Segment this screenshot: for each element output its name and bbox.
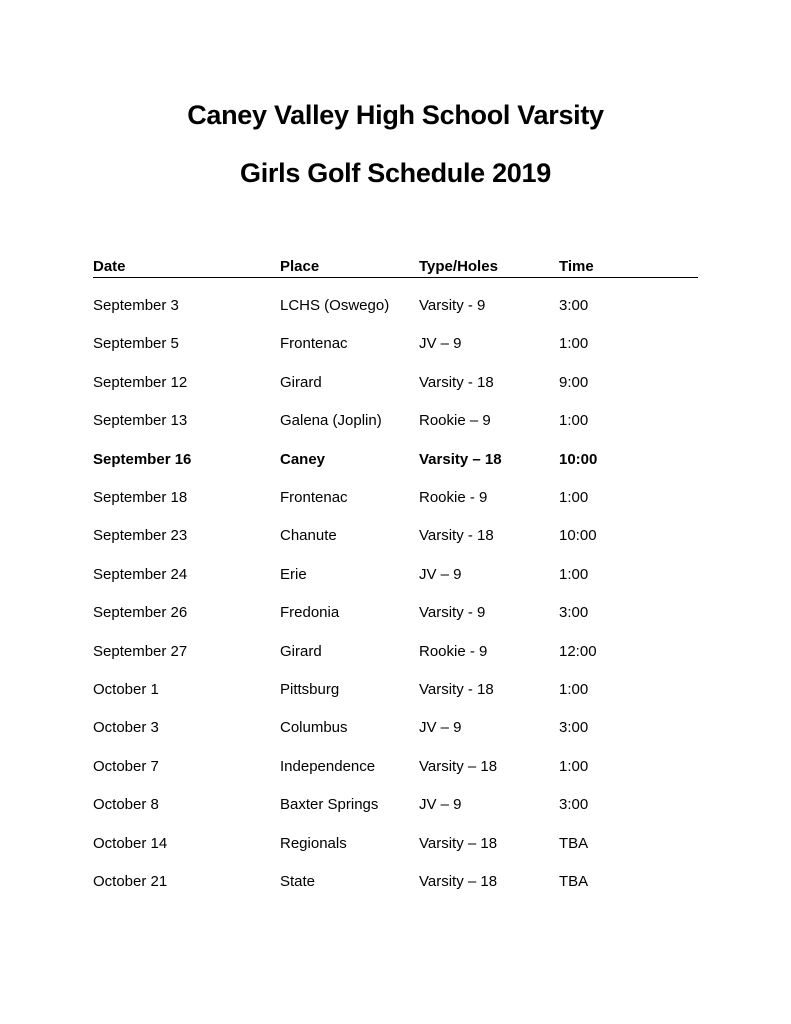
cell-type-holes: Rookie – 9 — [419, 412, 491, 430]
table-row — [93, 835, 698, 855]
cell-time: 1:00 — [559, 412, 589, 430]
cell-date: September 27 — [93, 642, 188, 660]
cell-type-holes: Varsity - 18 — [419, 681, 494, 698]
table-row — [93, 335, 698, 355]
cell-type-holes: Varsity – 18 — [419, 873, 498, 890]
cell-type-holes: JV – 9 — [419, 796, 462, 814]
table-row — [93, 527, 698, 547]
cell-place: Galena (Joplin) — [280, 412, 382, 430]
cell-time: 1:00 — [559, 565, 589, 583]
cell-type-holes: Varsity - 9 — [419, 297, 486, 314]
cell-time: 9:00 — [559, 373, 589, 391]
cell-time: 3:00 — [559, 297, 589, 314]
table-row — [93, 604, 698, 624]
cell-time: TBA — [559, 834, 589, 852]
table-row — [93, 681, 698, 701]
table-row — [93, 297, 698, 317]
cell-date: September 24 — [93, 565, 188, 583]
cell-date: October 21 — [93, 873, 168, 890]
header-date: Date — [93, 258, 126, 275]
cell-date: September 18 — [93, 489, 188, 506]
cell-place: Fredonia — [280, 604, 340, 622]
cell-time: 1:00 — [559, 335, 589, 353]
cell-date: October 3 — [93, 719, 159, 737]
cell-date: September 26 — [93, 604, 188, 622]
cell-place: Frontenac — [280, 335, 348, 353]
cell-time: 3:00 — [559, 796, 589, 814]
table-row — [93, 873, 698, 893]
cell-date: September 13 — [93, 412, 188, 430]
cell-place: Frontenac — [280, 489, 348, 506]
cell-time: 3:00 — [559, 604, 589, 622]
cell-place: Girard — [280, 373, 322, 391]
cell-time: 3:00 — [559, 719, 589, 737]
cell-type-holes: Rookie - 9 — [419, 642, 488, 660]
title-line-1: Caney Valley High School Varsity — [187, 100, 604, 130]
cell-type-holes: Varsity – 18 — [419, 757, 498, 775]
cell-place: Caney — [280, 450, 326, 468]
cell-place: Regionals — [280, 834, 347, 852]
cell-place: Independence — [280, 757, 376, 775]
cell-type-holes: Varsity - 18 — [419, 527, 494, 545]
table-row — [93, 489, 698, 509]
cell-place: Erie — [280, 565, 307, 583]
cell-time: 1:00 — [559, 489, 589, 506]
table-row — [93, 412, 698, 432]
cell-place: Girard — [280, 642, 322, 660]
cell-time: TBA — [559, 873, 589, 890]
table-row — [93, 719, 698, 739]
table-row — [93, 374, 698, 394]
cell-time: 12:00 — [559, 642, 597, 660]
cell-time: 1:00 — [559, 757, 589, 775]
cell-type-holes: JV – 9 — [419, 719, 462, 737]
cell-place: Columbus — [280, 719, 348, 737]
cell-place: LCHS (Oswego) — [280, 297, 390, 314]
table-row — [93, 758, 698, 778]
table-row — [93, 796, 698, 816]
header-place: Place — [280, 258, 320, 275]
cell-place: Pittsburg — [280, 681, 340, 698]
cell-date: September 5 — [93, 335, 179, 353]
cell-type-holes: Varsity – 18 — [419, 450, 502, 468]
cell-place: State — [280, 873, 316, 890]
header-type-holes: Type/Holes — [419, 258, 498, 275]
cell-date: September 23 — [93, 527, 188, 545]
cell-type-holes: Varsity - 18 — [419, 373, 494, 391]
cell-time: 1:00 — [559, 681, 589, 698]
table-row — [93, 643, 698, 663]
cell-time: 10:00 — [559, 450, 598, 468]
table-row — [93, 451, 698, 471]
cell-date: October 1 — [93, 681, 159, 698]
table-row — [93, 566, 698, 586]
cell-place: Baxter Springs — [280, 796, 379, 814]
cell-type-holes: Varsity – 18 — [419, 834, 498, 852]
cell-place: Chanute — [280, 527, 337, 545]
cell-date: September 12 — [93, 373, 188, 391]
cell-type-holes: JV – 9 — [419, 335, 462, 353]
cell-date: October 7 — [93, 757, 159, 775]
cell-date: October 14 — [93, 834, 168, 852]
cell-time: 10:00 — [559, 527, 597, 545]
cell-type-holes: Rookie - 9 — [419, 489, 488, 506]
cell-date: October 8 — [93, 796, 159, 814]
table-header — [93, 258, 698, 278]
header-time: Time — [559, 258, 594, 275]
title-line-2: Girls Golf Schedule 2019 — [240, 158, 551, 188]
cell-type-holes: JV – 9 — [419, 565, 462, 583]
cell-date: September 16 — [93, 450, 192, 468]
cell-date: September 3 — [93, 297, 179, 314]
cell-type-holes: Varsity - 9 — [419, 604, 486, 622]
